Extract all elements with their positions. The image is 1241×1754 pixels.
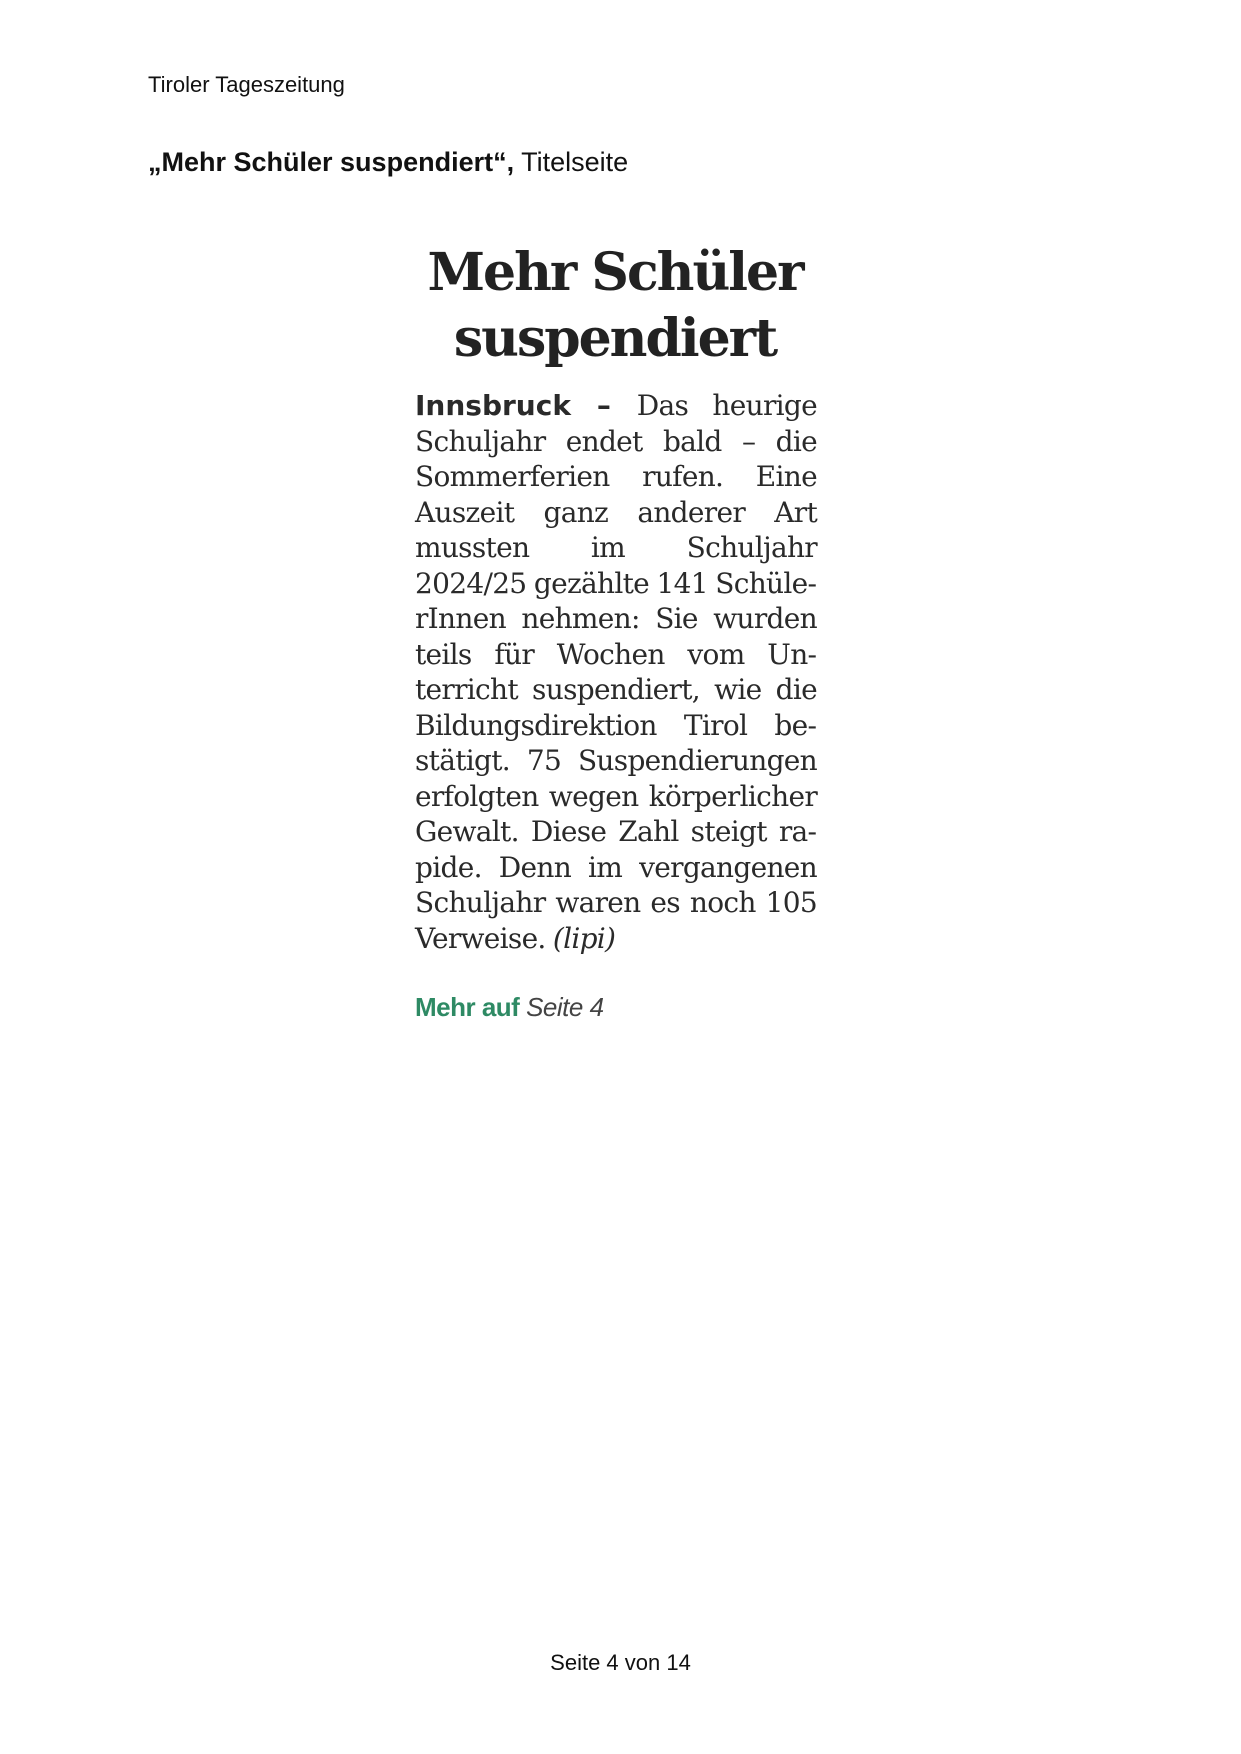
newspaper-clipping (405, 240, 825, 1023)
more-on-page-reference (415, 992, 825, 1023)
article-section: Titelseite (521, 147, 629, 177)
clipping-body (415, 388, 817, 956)
clipping-dash: – (570, 389, 637, 422)
clipping-headline (405, 240, 825, 372)
publication-name: Tiroler Tageszeitung (148, 72, 345, 97)
more-on-page: Seite 4 (526, 992, 604, 1022)
clipping-author: (lipi) (552, 921, 616, 955)
clipping-body-text: Das heurige Schuljahr endet bald – die Sommerferien rufen. Eine Auszeit ganz anderer Art mussten im Schuljahr 2024/25 gezählte 141 SchülerInnen nehmen: Sie wurden teils für Wochen vom Unterricht suspendiert, wie die Bildungsdirektion Tirol bestätigt. 75 Suspendierungen erfolgten wegen körperlicher Gewalt. Diese Zahl steigt rapide. Denn im vergangenen Schuljahr waren es noch 105 Verweise. (415, 389, 818, 955)
more-on-label: Mehr auf (415, 992, 520, 1022)
page-footer: Seite 4 von 14 (550, 1650, 691, 1675)
clipping-headline-line-2: suspendiert (453, 308, 777, 369)
article-title: „Mehr Schüler suspendiert“, (148, 147, 515, 177)
clipping-headline-line-1: Mehr Schüler (427, 242, 803, 303)
clipping-dateline: Innsbruck (415, 389, 571, 422)
article-heading (148, 147, 628, 178)
